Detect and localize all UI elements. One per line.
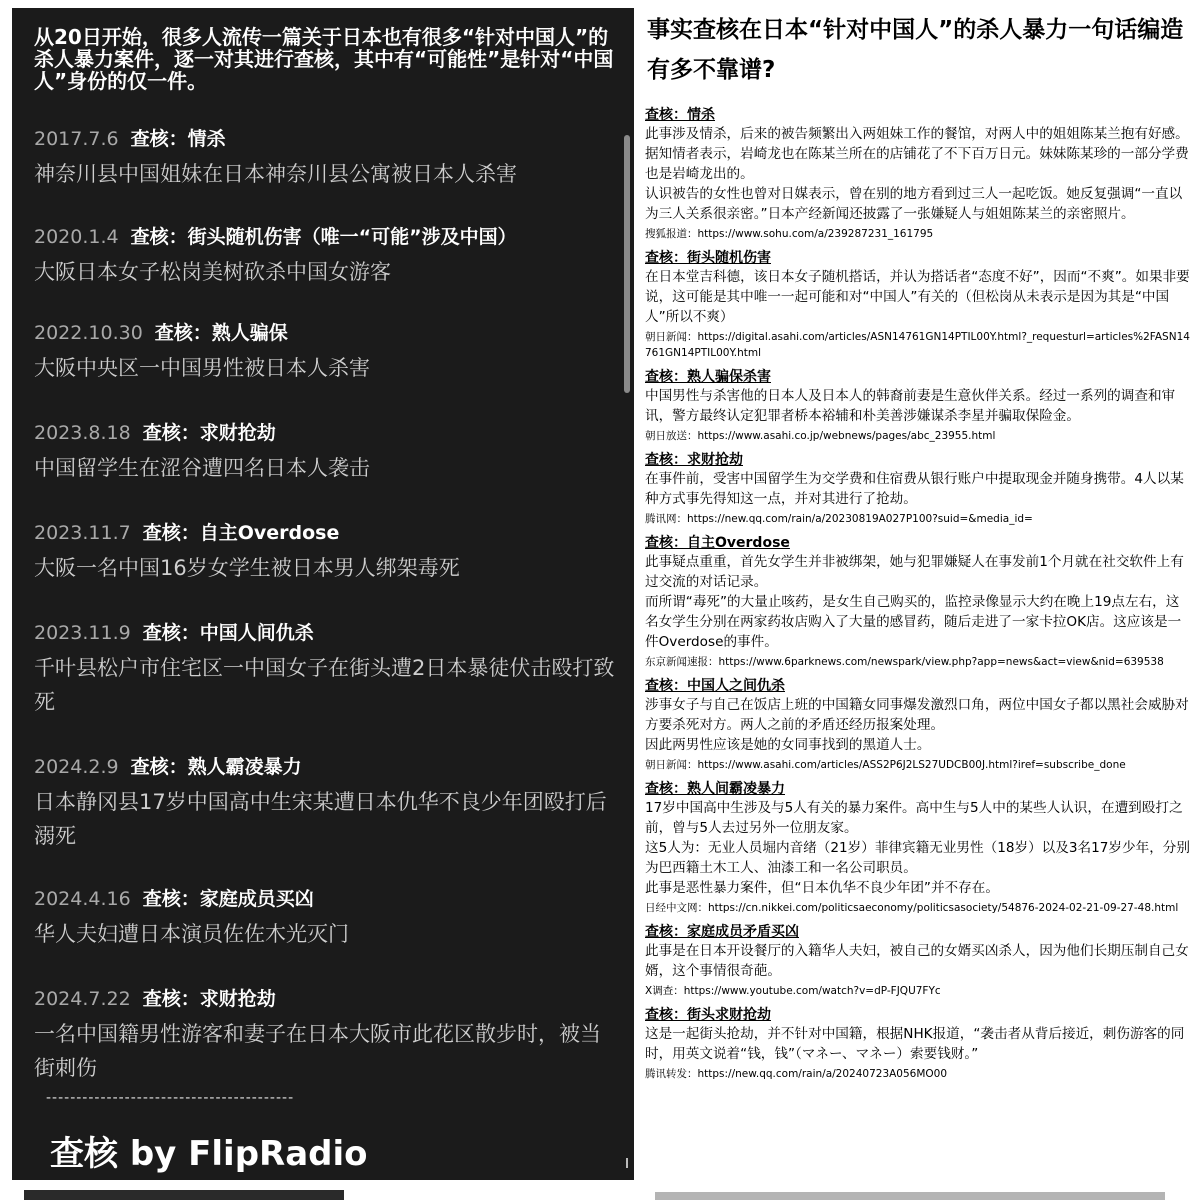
section-paragraph: 因此两男性应该是她的女同事找到的黑道人士。 [645,737,931,753]
cropped-text-fragment [24,1190,344,1200]
fact-section [645,1006,1190,1082]
entry-date: 2024.7.22 [34,988,131,1010]
entry-date: 2023.11.9 [34,622,131,644]
section-heading: 查核：中国人之间仇杀 [645,678,785,694]
entry-description: 千叶县松户市住宅区一中国女子在街头遭2日本暴徒伏击殴打致死 [34,656,615,714]
section-paragraph: 涉事女子与自己在饭店上班的中国籍女同事爆发激烈口角，两位中国女子都以黑社会威胁对方要杀死对方。两人之前的矛盾还经历报案处理。 [645,697,1189,733]
cropped-text-fragment [655,1192,1165,1200]
source-link[interactable]: 腾讯网：https://new.qq.com/rain/a/20230819A027P100?suid=&media_id= [645,513,1033,525]
section-paragraph: 在日本堂吉科德，该日本女子随机搭话，并认为搭话者“态度不好”，因而“不爽”。如果非要说，这可能是其中唯一一起可能和对“中国人”有关的（但松岗从未表示是因为其是“中国人”所以不爽） [645,269,1190,325]
fact-section [645,249,1190,361]
entry-date: 2023.8.18 [34,422,131,444]
source-link[interactable]: X调查：https://www.youtube.com/watch?v=dP-FJQU7FYc [645,985,941,997]
section-heading: 查核：熟人骗保杀害 [645,369,771,385]
entry-date: 2023.11.7 [34,522,131,544]
section-paragraph: 而所谓“毒死”的大量止咳药，是女生自己购买的，监控录像显示大约在晚上19点左右，这名女学生分别在两家药妆店购入了大量的感冒药，随后走进了一家卡拉OK店。这应该是一件Overdose的事件。 [645,594,1182,650]
section-heading: 查核：熟人间霸凌暴力 [645,781,785,797]
dashed-divider: ----------------------------------------- [46,1090,295,1106]
entry-verdict: 查核：街头随机伤害（唯一“可能”涉及中国） [130,226,517,248]
section-heading: 查核：求财抢劫 [645,452,743,468]
section-heading: 查核：情杀 [645,107,715,123]
section-heading: 查核：街头求财抢劫 [645,1007,771,1023]
fact-section [645,677,1190,773]
entry-verdict: 查核：求财抢劫 [142,422,276,444]
entry-verdict: 查核：熟人骗保 [154,322,288,344]
entry-verdict: 查核：情杀 [130,128,226,150]
entry-item [34,418,619,485]
source-link[interactable]: 朝日新闻：https://www.asahi.com/articles/ASS2P6J2LS27UDCB00J.html?iref=subscribe_done [645,759,1126,771]
entry-item [34,618,619,719]
section-paragraph: 17岁中国高中生涉及与5人有关的暴力案件。高中生与5人中的某些人认识，在遭到殴打之前，曾与5人去过另外一位朋友家。 [645,800,1183,836]
section-paragraph: 此事涉及情杀，后来的被告频繁出入两姐妹工作的餐馆，对两人中的姐姐陈某兰抱有好感。据知情者表示，岩崎龙也在陈某兰所在的店铺花了不下百万日元。妹妹陈某珍的一部分学费也是岩崎龙出的。 [645,126,1189,182]
section-paragraph: 中国男性与杀害他的日本人及日本人的韩裔前妻是生意伙伴关系。经过一系列的调查和审讯，警方最终认定犯罪者桥本裕辅和朴美善涉嫌谋杀李星并骗取保险金。 [645,388,1176,424]
entry-verdict: 查核：自主Overdose [142,522,340,544]
entry-item [34,518,619,585]
section-paragraph: 在事件前，受害中国留学生为交学费和住宿费从银行账户中提取现金并随身携带。4人以某种方式事先得知这一点，并对其进行了抢劫。 [645,471,1184,507]
source-link[interactable]: 搜狐报道：https://www.sohu.com/a/239287231_161795 [645,228,934,240]
section-paragraph: 这是一起街头抢劫，并不针对中国籍，根据NHK报道，“袭击者从背后接近，刺伤游客的同时，用英文说着“钱，钱”（マネー、マネー）索要钱财。” [645,1026,1185,1062]
section-heading: 查核：街头随机伤害 [645,250,771,266]
right-fact-detail-panel [645,10,1190,1180]
entry-date: 2024.4.16 [34,888,131,910]
entry-verdict: 查核：中国人间仇杀 [142,622,314,644]
section-paragraph: 此事是恶性暴力案件，但“日本仇华不良少年团”并不存在。 [645,880,999,896]
entry-item [34,984,619,1085]
entry-description: 一名中国籍男性游客和妻子在日本大阪市此花区散步时，被当街刺伤 [34,1022,601,1080]
section-paragraph: 这5人为：无业人员堀内音绪（21岁）菲律宾籍无业男性（18岁）以及3名17岁少年，分别为巴西籍土木工人、油漆工和一名公司职员。 [645,840,1190,876]
source-link[interactable]: 朝日放送：https://www.asahi.co.jp/webnews/pages/abc_23955.html [645,430,996,442]
sections-list [645,106,1190,1082]
entry-item [34,752,619,853]
entry-date: 2017.7.6 [34,128,119,150]
fact-section [645,368,1190,444]
entry-item [34,884,619,951]
fact-section [645,923,1190,999]
entry-item [34,222,619,289]
fact-section [645,451,1190,527]
entry-description: 神奈川县中国姐妹在日本神奈川县公寓被日本人杀害 [34,162,517,186]
page-title: 事实查核在日本“针对中国人”的杀人暴力一句话编造有多不靠谱? [647,17,1184,83]
section-paragraph: 此事疑点重重，首先女学生并非被绑架，她与犯罪嫌疑人在事发前1个月就在社交软件上有过交流的对话记录。 [645,554,1184,590]
source-link[interactable]: 朝日新闻：https://digital.asahi.com/articles/ASN14761GN14PTIL00Y.html?_requesturl=articles%2FASN14761GN14PTIL00Y.html [645,331,1190,359]
entry-verdict: 查核：熟人霸凌暴力 [130,756,302,778]
entry-description: 中国留学生在涩谷遭四名日本人袭击 [34,456,370,480]
entry-item [34,124,619,191]
section-paragraph: 认识被告的女性也曾对日媒表示，曾在别的地方看到过三人一起吃饭。她反复强调“一直以为三人关系很亲密。”日本产经新闻还披露了一张嫌疑人与姐姐陈某兰的亲密照片。 [645,186,1183,222]
intro-text: 从20日开始，很多人流传一篇关于日本也有很多“针对中国人”的杀人暴力案件，逐一对其进行查核，其中有“可能性”是针对“中国人”身份的仅一件。 [34,25,614,93]
section-paragraph: 此事是在日本开设餐厅的入籍华人夫妇，被自己的女婿买凶杀人，因为他们长期压制自己女婿，这个事情很奇葩。 [645,943,1189,979]
entry-description: 大阪一名中国16岁女学生被日本男人绑架毒死 [34,556,460,580]
entry-description: 大阪日本女子松岗美树砍杀中国女游客 [34,260,391,284]
fact-section [645,534,1190,670]
entry-verdict: 查核：家庭成员买凶 [142,888,314,910]
source-link[interactable]: 日经中文网：https://cn.nikkei.com/politicsaeconomy/politicsasociety/54876-2024-02-21-09-27-48.html [645,902,1179,914]
entry-item [34,318,619,385]
source-link[interactable]: 腾讯转发：https://new.qq.com/rain/a/20240723A056MO00 [645,1068,948,1080]
entry-description: 大阪中央区一中国男性被日本人杀害 [34,356,370,380]
cropped-bottom-strip [0,1184,1200,1200]
source-link[interactable]: 东京新闻速报：https://www.6parknews.com/newspark/view.php?app=news&act=view&nid=639538 [645,656,1164,668]
fact-section [645,780,1190,916]
scrollbar-thumb[interactable] [624,135,630,393]
section-heading: 查核：家庭成员矛盾买凶 [645,924,799,940]
entry-verdict: 查核：求财抢劫 [142,988,276,1010]
entry-date: 2024.2.9 [34,756,119,778]
entry-date: 2020.1.4 [34,226,119,248]
entry-description: 日本静冈县17岁中国高中生宋某遭日本仇华不良少年团殴打后溺死 [34,790,607,848]
entry-date: 2022.10.30 [34,322,143,344]
section-heading: 查核：自主Overdose [645,535,790,551]
entry-description: 华人夫妇遭日本演员佐佐木光灭门 [34,922,349,946]
brand-signature: 查核 by FlipRadio [50,1134,368,1174]
scroll-indicator [626,1158,628,1168]
fact-section [645,106,1190,242]
left-fact-list-panel [12,8,634,1180]
